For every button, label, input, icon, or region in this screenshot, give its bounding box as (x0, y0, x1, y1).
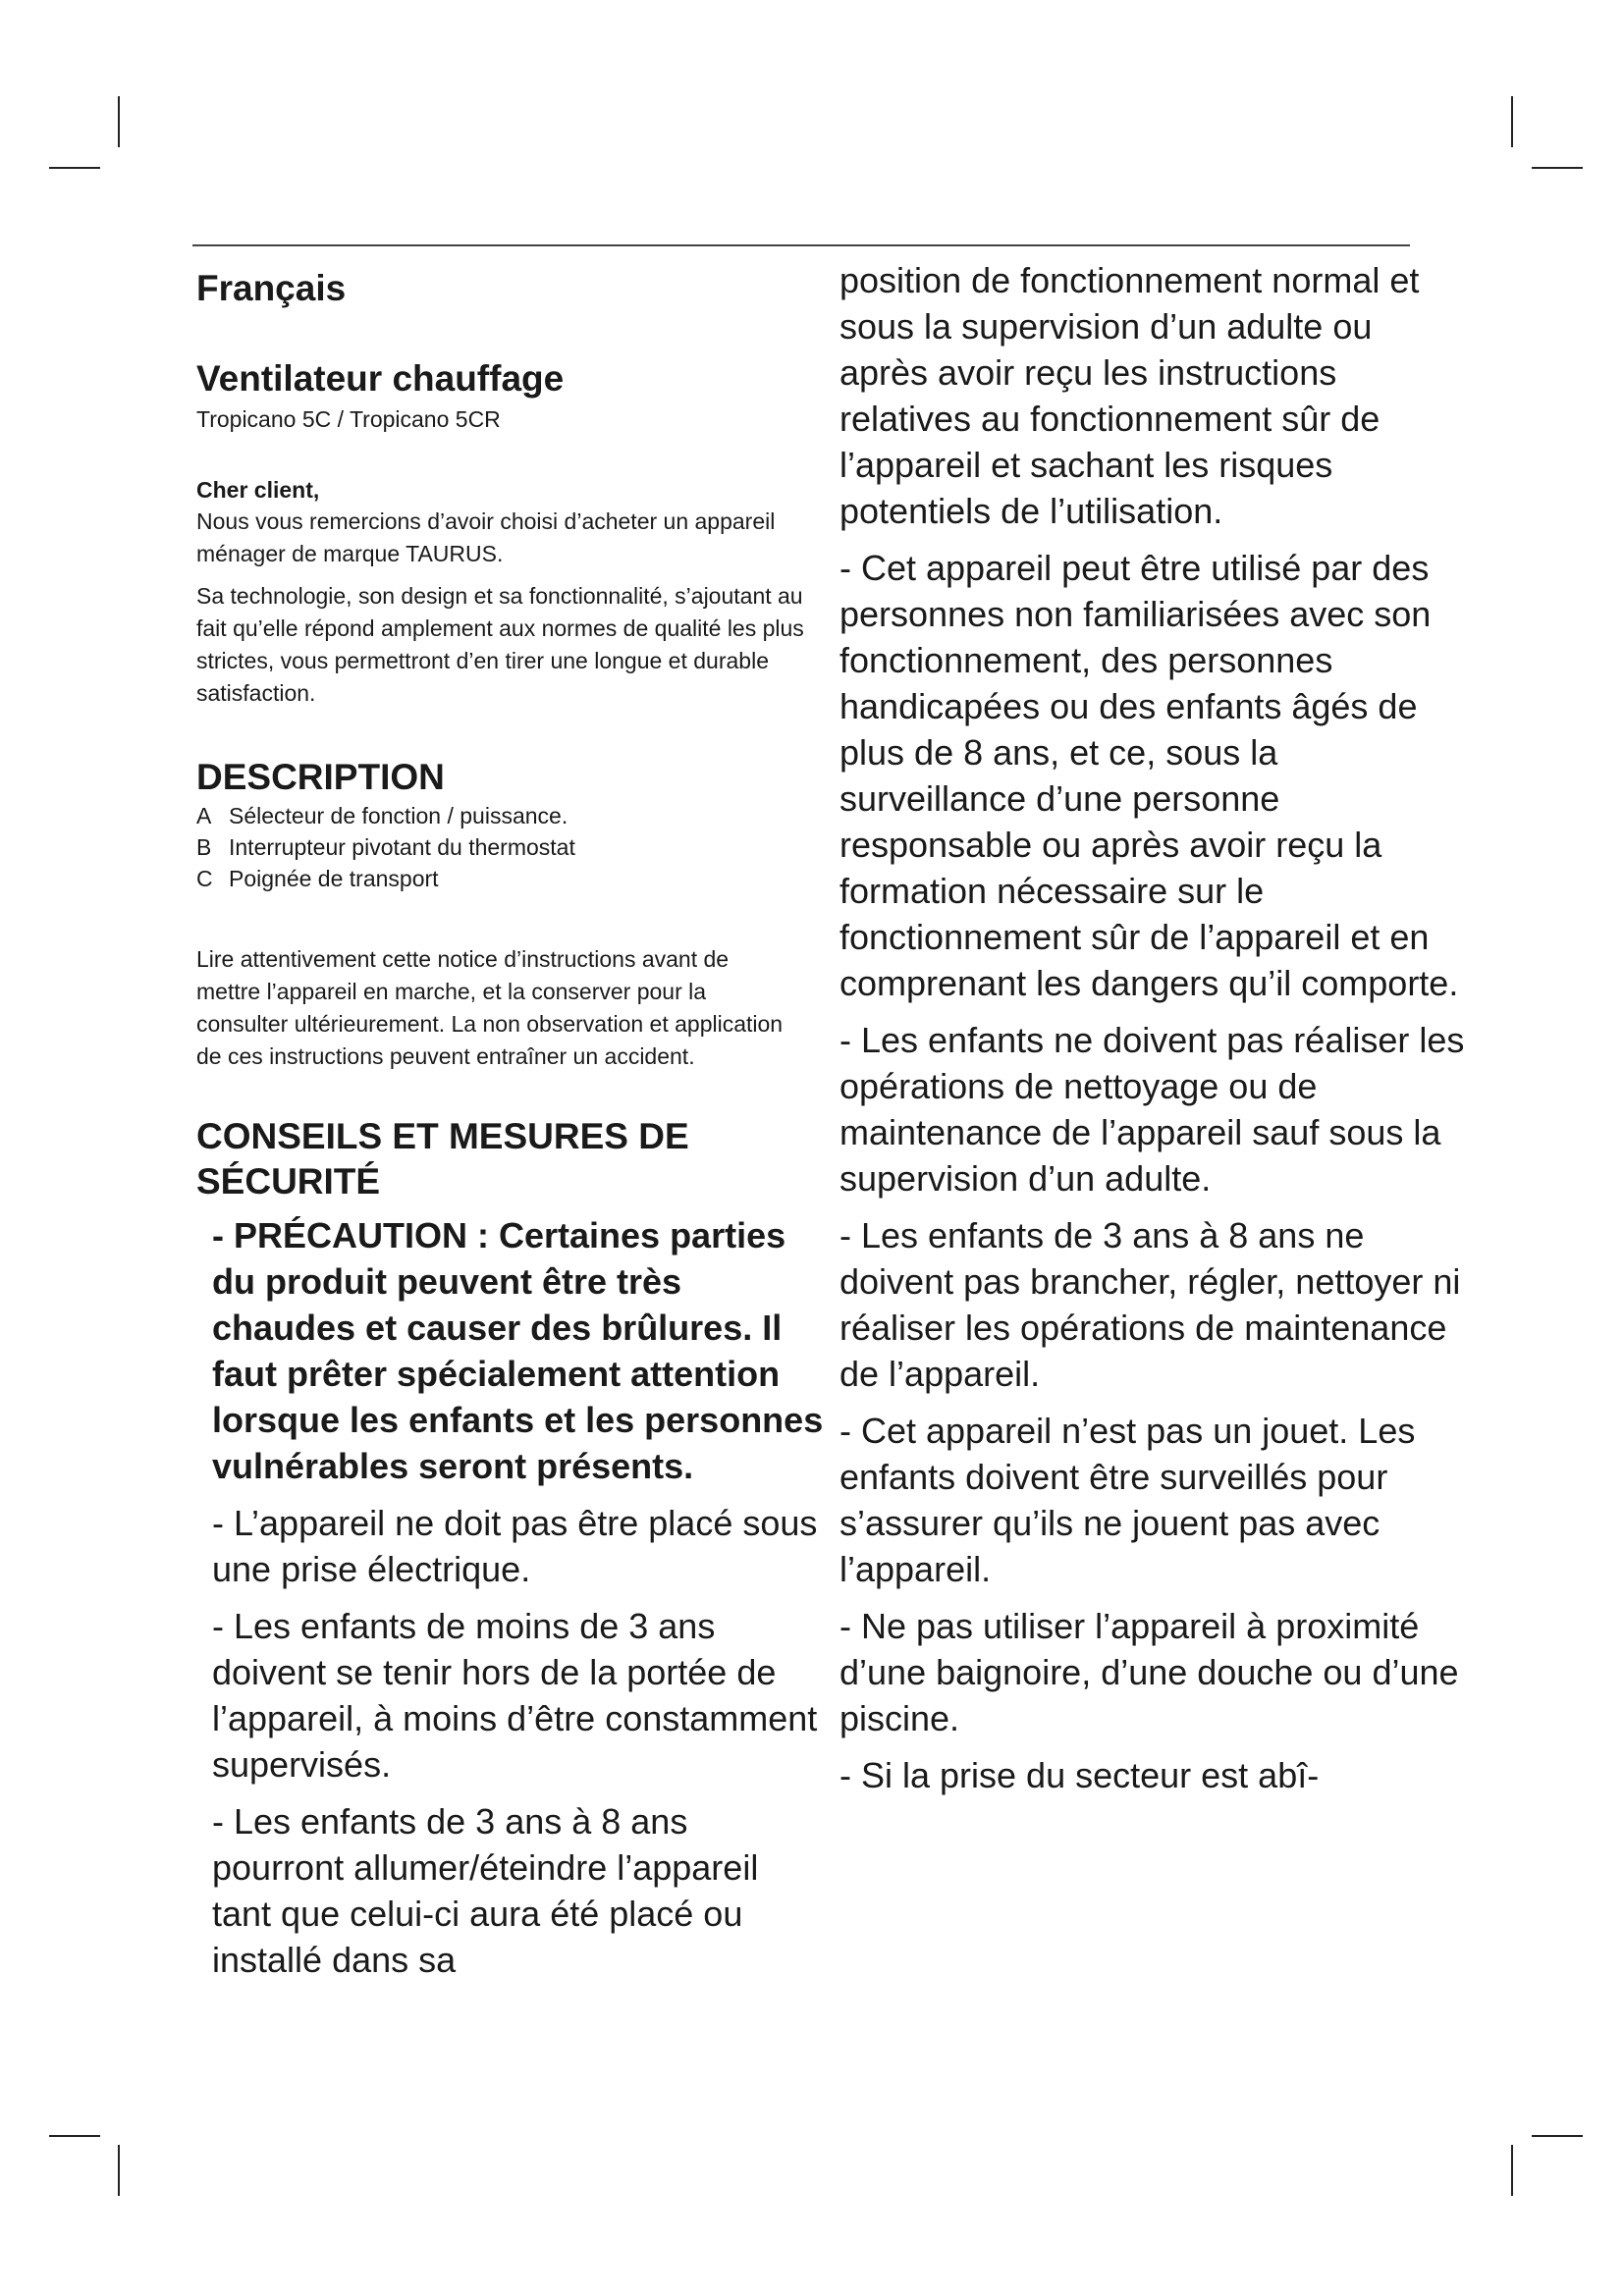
read-notice-paragraph: Lire attentivement cette notice d’instructions avant de mettre l’appareil en marche, et la conserver pour la consulter ultérieurement. La non observation et application de ces instructions peuvent entraîner un accident. (196, 945, 784, 1069)
description-item: A Sélecteur de fonction / puissance. (196, 802, 568, 828)
safety-item: - Si la prise du secteur est abî- (839, 1755, 1320, 1795)
intro-paragraph: Sa technologie, son design et sa fonctionnalité, s’ajoutant au fait qu’elle répond amplement aux normes de qualité les plus strictes, vous permettront d’en tirer une longue et durable satisfaction. (196, 582, 804, 706)
product-models: Tropicano 5C / Tropicano 5CR (196, 405, 501, 432)
crop-mark-top-left-vertical (118, 96, 120, 147)
safety-item: - Les enfants de moins de 3 ans doivent se tenir hors de la portée de l’appareil, à moins d’être constamment supervisés. (212, 1605, 818, 1785)
greeting: Cher client, (196, 476, 320, 503)
left-column (196, 257, 825, 1994)
safety-item: - Cet appareil n’est pas un jouet. Les enfants doivent être surveillés pour s’assurer qu’ils ne jouent pas avec l’appareil. (839, 1411, 1416, 1589)
safety-item: - Les enfants ne doivent pas réaliser les opérations de nettoyage ou de maintenance de l’appareil sauf sous la supervision d’un adulte. (839, 1020, 1465, 1199)
description-item: C Poignée de transport (196, 865, 439, 891)
safety-item: - Ne pas utiliser l’appareil à proximité d’une baignoire, d’une douche ou d’une piscine. (839, 1606, 1459, 1738)
header-rule (192, 244, 1410, 246)
crop-mark-bottom-right-vertical (1511, 2145, 1513, 2196)
product-title: Ventilateur chauffage (196, 358, 565, 400)
description-item: B Interrupteur pivotant du thermostat (196, 833, 575, 860)
safety-warning: - PRÉCAUTION : Certaines parties du produit peuvent être très chaudes et causer des brûlures. Il faut prêter spécialement attention lorsque les enfants et les personnes vulnérables seront présents. (212, 1214, 824, 1486)
safety-item: - Cet appareil peut être utilisé par des personnes non familiarisées avec son fonctionnement, des personnes handicapées ou des enfants âgés de plus de 8 ans, et ce, sous la surveillance d’une personne responsable ou après avoir reçu la formation nécessaire sur le fonctionnement sûr de l’appareil et en comprenant les dangers qu’il comporte. (839, 548, 1459, 1003)
crop-mark-bottom-right-horizontal (1532, 2135, 1583, 2137)
safety-item: - Les enfants de 3 ans à 8 ans ne doivent pas brancher, régler, nettoyer ni réaliser les opérations de maintenance de l’appareil. (839, 1215, 1461, 1394)
intro-paragraph: Nous vous remercions d’avoir choisi d’acheter un appareil ménager de marque TAURUS. (196, 507, 776, 566)
right-column (839, 257, 1468, 1809)
language-heading: Français (196, 268, 347, 308)
crop-mark-bottom-left-horizontal (49, 2135, 100, 2137)
crop-mark-top-right-horizontal (1532, 167, 1583, 169)
safety-item: - L’appareil ne doit pas être placé sous une prise électrique. (212, 1502, 818, 1589)
description-heading: DESCRIPTION (196, 756, 445, 797)
crop-mark-bottom-left-vertical (118, 2145, 120, 2196)
description-list (196, 800, 825, 894)
safety-item: - Les enfants de 3 ans à 8 ans pourront allumer/éteindre l’appareil tant que celui-ci aura été placé ou installé dans sa (212, 1800, 759, 1980)
safety-heading: CONSEILS ET MESURES DE SÉCURITÉ (196, 1115, 689, 1201)
crop-mark-top-left-horizontal (49, 167, 100, 169)
crop-mark-top-right-vertical (1511, 96, 1513, 147)
safety-item: position de fonctionnement normal et sous la supervision d’un adulte ou après avoir reçu les instructions relatives au fonctionnement sûr de l’appareil et sachant les risques potentiels de l’utilisation. (839, 260, 1420, 531)
